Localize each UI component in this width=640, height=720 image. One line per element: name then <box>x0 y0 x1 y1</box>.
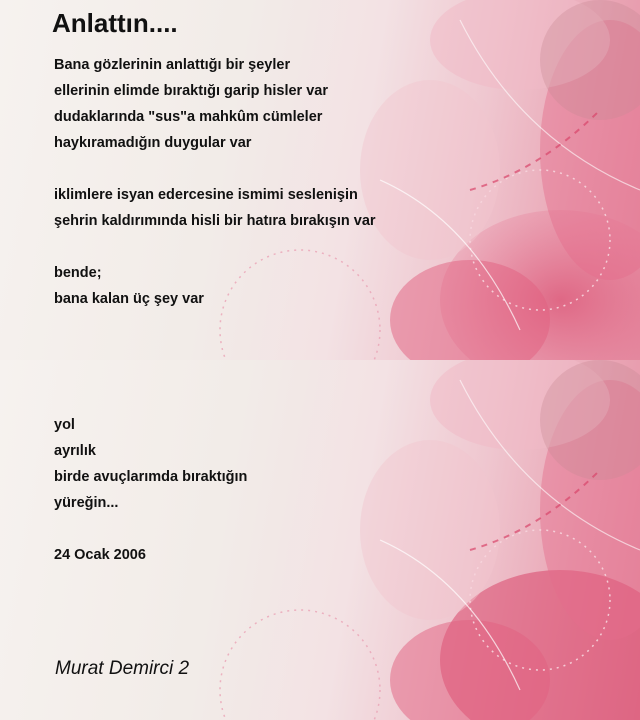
stanza-2 <box>54 182 376 234</box>
stanza-4 <box>54 412 247 516</box>
stanza-1 <box>54 52 328 156</box>
verse-line: şehrin kaldırımında hisli bir hatıra bırakışın var <box>54 213 376 229</box>
verse-line: haykıramadığın duygular var <box>54 135 252 151</box>
verse-line: dudaklarında "sus"a mahkûm cümleler <box>54 109 323 125</box>
verse-line: bana kalan üç şey var <box>54 291 204 307</box>
author-name: Murat Demirci 2 <box>55 658 190 679</box>
verse-line: ayrılık <box>54 443 96 459</box>
poem-date <box>54 542 146 568</box>
verse-line: bende; <box>54 265 102 281</box>
stanza-3 <box>54 260 204 312</box>
verse-line: iklimlere isyan edercesine ismimi seslenişin <box>54 187 358 203</box>
verse-line: ellerinin elimde bıraktığı garip hisler var <box>54 83 328 99</box>
verse-line: yol <box>54 417 75 433</box>
verse-line: yüreğin... <box>54 495 119 511</box>
verse-line: Bana gözlerinin anlattığı bir şeyler <box>54 57 291 73</box>
poem-title: Anlattın.... <box>52 8 178 38</box>
date-line: 24 Ocak 2006 <box>54 547 146 563</box>
verse-line: birde avuçlarımda bıraktığın <box>54 469 248 485</box>
